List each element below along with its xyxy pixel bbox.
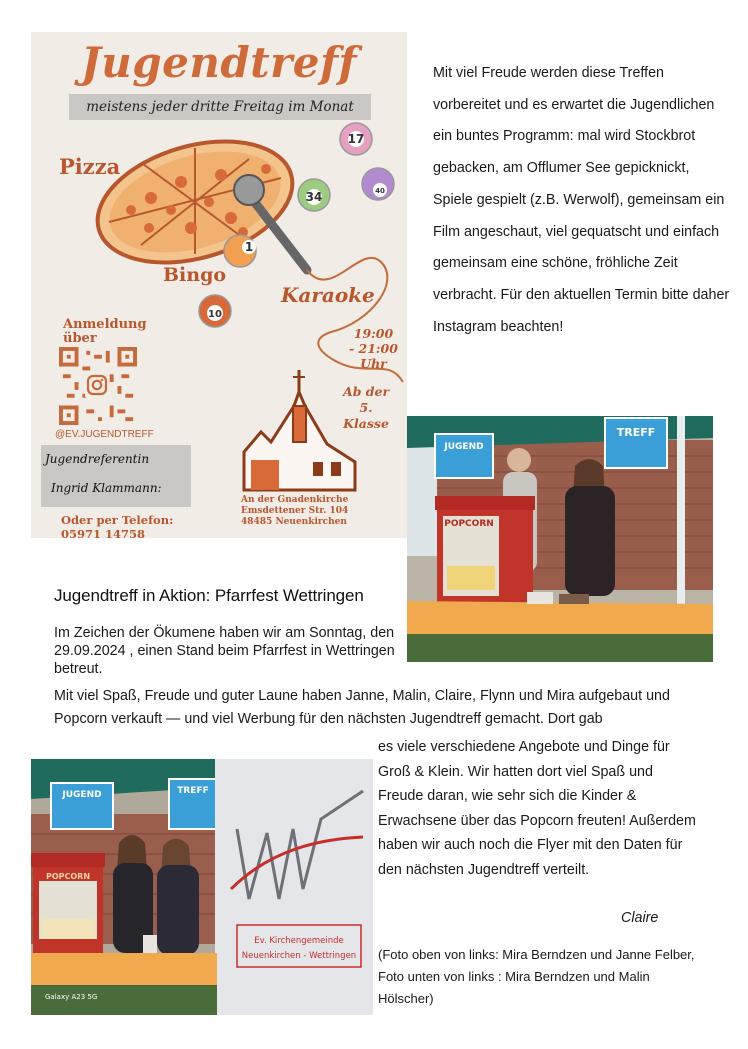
age-label: Ab der 5. Klasse bbox=[343, 384, 390, 431]
article-paragraph-2: Mit viel Spaß, Freude und guter Laune haben Janne, Malin, Claire, Flynn und Mira aufgebaut und Popcorn verkauft — und viel Werbung für den nächsten Jugendtreff gemacht. Dort gab bbox=[54, 688, 670, 727]
photo-popcorn-stand-top bbox=[407, 416, 713, 662]
svg-text:40: 40 bbox=[375, 187, 385, 195]
svg-text:34: 34 bbox=[305, 190, 323, 204]
photo-popcorn-stand-bottom bbox=[31, 759, 373, 1015]
instagram-icon bbox=[85, 373, 109, 397]
church-address: An der Gnadenkirche Emsdettener Str. 104 48485 Neuenkirchen bbox=[241, 495, 349, 527]
svg-text:Ev. Kirchengemeinde: Ev. Kirchengemeinde bbox=[254, 936, 344, 946]
photo-scene bbox=[31, 759, 373, 1015]
signup-label: Anmeldung über bbox=[63, 317, 147, 346]
flyer-title: Jugendtreff bbox=[80, 38, 358, 87]
referent-role: Jugendreferentin bbox=[45, 452, 150, 466]
article-title: Jugendtreff in Aktion: Pfarrfest Wettringen bbox=[54, 586, 364, 605]
svg-text:10: 10 bbox=[208, 309, 222, 320]
intro-paragraph: Mit viel Freude werden diese Treffen vorbereitet und es erwartet die Jugendlichen ein buntes Programm: mal wird Stockbrot gebacken, am Offlumer See gepicknickt, Spiele gespielt (z.B. Werwolf), gemeinsam ein Film angeschaut, viel gequatscht und einfach gemeinsam eine schöne, fröhliche Zeit verbracht. Für den aktuellen Termin bitte daher Instagram beachten! bbox=[433, 65, 730, 335]
svg-text:1: 1 bbox=[244, 240, 254, 254]
article-author: Claire bbox=[621, 910, 659, 926]
karaoke-label: Karaoke bbox=[281, 283, 375, 307]
bingo-label: Bingo bbox=[163, 264, 227, 286]
instagram-handle: @EV.JUGENDTREFF bbox=[55, 429, 154, 440]
flyer-image bbox=[31, 32, 407, 538]
svg-text:TREFF: TREFF bbox=[616, 426, 656, 439]
photo-scene bbox=[407, 416, 713, 662]
svg-text:JUGEND: JUGEND bbox=[62, 790, 102, 800]
time-label: 19:00 - 21:00 Uhr bbox=[349, 326, 398, 371]
svg-text:Galaxy A23 5G: Galaxy A23 5G bbox=[45, 993, 98, 1001]
svg-text:TREFF: TREFF bbox=[177, 786, 209, 796]
phone-contact: Oder per Telefon: 05971 14758 bbox=[61, 513, 174, 538]
photo-caption: (Foto oben von links: Mira Berndzen und Janne Felber, Foto unten von links : Mira Berndzen und Malin Hölscher) bbox=[378, 947, 695, 1006]
article-paragraph-3: es viele verschiedene Angebote und Dinge für Groß & Klein. Wir hatten dort viel Spaß und Freude daran, wie sehr sich die Kinder & Erwachsene über das Popcorn freuten! Außerdem haben wir auch noch die Flyer mit den Daten für den nächsten Jugendtreff verteilt. bbox=[378, 739, 696, 878]
svg-text:POPCORN: POPCORN bbox=[444, 519, 494, 529]
svg-text:Neuenkirchen - Wettringen: Neuenkirchen - Wettringen bbox=[241, 951, 357, 961]
svg-text:POPCORN: POPCORN bbox=[45, 872, 91, 881]
church-icon bbox=[244, 370, 355, 490]
article-paragraph-1: Im Zeichen der Ökumene haben wir am Sonntag, den 29.09.2024 , einen Stand beim Pfarrfest in Wettringen betreut. bbox=[54, 625, 395, 677]
svg-text:JUGEND: JUGEND bbox=[444, 442, 484, 452]
pizza-icon bbox=[83, 121, 306, 284]
pizza-label: Pizza bbox=[59, 154, 121, 179]
flyer-subtitle: meistens jeder dritte Freitag im Monat bbox=[69, 94, 371, 120]
svg-text:17: 17 bbox=[347, 132, 365, 146]
referent-name: Ingrid Klammann: bbox=[51, 481, 162, 495]
